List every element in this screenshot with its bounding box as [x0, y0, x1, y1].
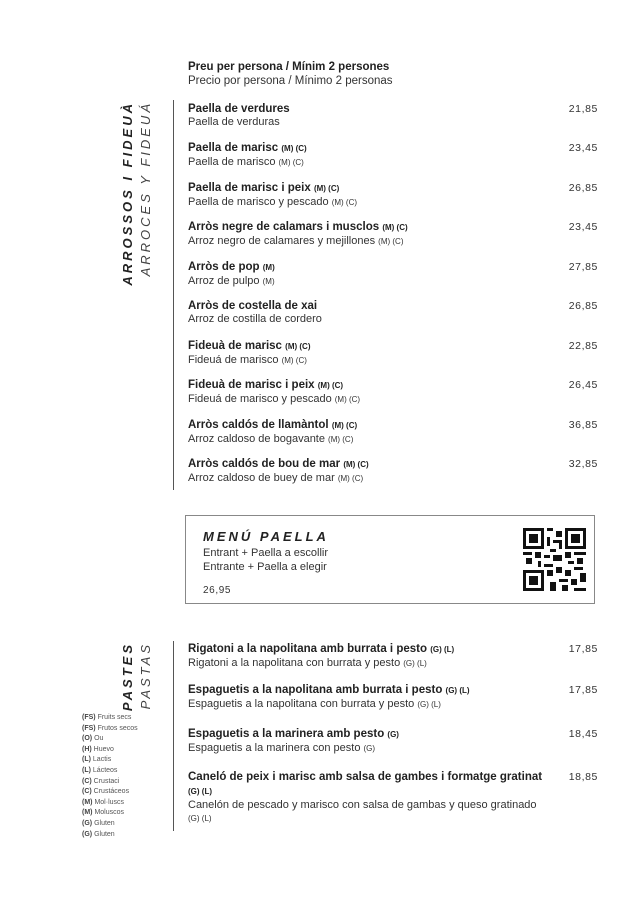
- allergen-codes: (M) (C): [328, 435, 354, 444]
- section-label-rices-es: ARROCES Y FIDEUÁ: [138, 101, 153, 277]
- menu-item-name-es: [188, 472, 598, 485]
- menu-item-name-ca: [188, 141, 598, 156]
- allergen-name: Mol·luscs: [94, 798, 125, 806]
- allergen-code: (C): [82, 788, 92, 796]
- allergen-legend-item: [82, 766, 138, 777]
- menu-item: [188, 299, 598, 326]
- menu-item-price: 17,85: [568, 684, 598, 696]
- dish-name-es: Arroz caldoso de buey de mar: [188, 472, 335, 484]
- allergen-codes: (M) (C): [331, 421, 358, 430]
- allergen-name: Fruits secs: [97, 714, 132, 721]
- allergen-code: (FS): [82, 714, 96, 721]
- allergen-codes: (M) (C): [343, 460, 369, 469]
- menu-item-price: 22,85: [568, 340, 598, 352]
- menu-item-name-ca: [188, 260, 598, 275]
- menu-item-price: 26,45: [568, 379, 598, 391]
- menu-item: [188, 418, 598, 446]
- dish-name-es: Espaguetis a la napolitana con burrata y pesto: [188, 698, 415, 710]
- menu-item: [188, 378, 598, 406]
- menu-item-price: 26,85: [568, 182, 598, 194]
- section-label-pastas: [119, 642, 137, 711]
- menu-item-name-es: [188, 698, 558, 711]
- allergen-code: (G): [82, 830, 93, 838]
- menu-item-name-es: [188, 313, 598, 326]
- menu-item-name-ca: [188, 457, 598, 472]
- dish-name-es: Fideuá de marisco: [188, 354, 279, 366]
- menu-item-price: 17,85: [568, 643, 598, 655]
- allergen-code: (L): [82, 766, 91, 774]
- dish-name-es: Paella de verduras: [188, 116, 280, 128]
- menu-item-name-ca: [188, 102, 598, 116]
- menu-item-name-es: [188, 433, 598, 446]
- dish-name-ca: Espaguetis a la marinera amb pesto: [188, 728, 385, 740]
- dish-name-ca: Paella de marisc: [188, 142, 279, 154]
- menu-item: [188, 683, 558, 711]
- dish-name-es: Arroz de costilla de cordero: [188, 313, 322, 325]
- dish-name-es: Paella de marisco y pescado: [188, 196, 329, 208]
- menu-item: [188, 220, 598, 248]
- allergen-codes: (G): [387, 730, 399, 739]
- price-note-ca: Preu per persona / Mínim 2 persones: [188, 61, 390, 73]
- allergen-codes: (M) (C): [382, 223, 408, 232]
- allergen-codes: (M) (C): [337, 474, 364, 483]
- dish-name-es: Arroz negro de calamares y mejillones: [188, 235, 376, 247]
- menu-item: [188, 770, 548, 825]
- price-note: [188, 60, 393, 88]
- menu-item-price: 36,85: [568, 419, 598, 431]
- section-divider-pastas: [173, 641, 174, 831]
- allergen-codes: (G) (L): [445, 686, 470, 695]
- dish-name-ca: Arròs negre de calamars i musclos: [188, 221, 380, 233]
- menu-item-name-es: [188, 354, 598, 367]
- allergen-legend-item: [82, 745, 138, 756]
- menu-item: [188, 727, 558, 755]
- menu-item-price: 27,85: [568, 261, 598, 273]
- allergen-codes: (G) (L): [188, 787, 212, 796]
- allergen-legend-item: [82, 787, 138, 798]
- menu-item-name-es: [188, 235, 598, 248]
- allergen-codes: (M) (C): [285, 342, 311, 351]
- menu-item-price: 21,85: [568, 103, 598, 115]
- allergen-codes: (M) (C): [281, 356, 307, 365]
- allergen-code: (C): [82, 777, 92, 785]
- menu-item: [188, 339, 598, 367]
- allergen-codes: (G) (L): [403, 659, 427, 668]
- allergen-legend-item: [82, 713, 138, 724]
- menu-item: [188, 260, 598, 288]
- menu-item-name-es: [188, 657, 558, 670]
- menu-item-name-ca: [188, 220, 598, 235]
- dish-name-ca: Caneló de peix i marisc amb salsa de gambes i formatge gratinat: [188, 771, 543, 783]
- menu-item-price: 23,45: [568, 142, 598, 154]
- dish-name-ca: Rigatoni a la napolitana amb burrata i pesto: [188, 643, 427, 655]
- allergen-codes: (M) (C): [313, 184, 340, 193]
- allergen-name: Ou: [94, 735, 104, 743]
- menu-item: [188, 642, 558, 670]
- dish-name-es: Fideuá de marisco y pescado: [188, 393, 332, 405]
- menu-item-name-ca: [188, 418, 598, 433]
- price-note-es: Precio por persona / Mínimo 2 personas: [188, 75, 393, 87]
- dish-name-ca: Arròs caldós de llamàntol: [188, 419, 329, 431]
- allergen-codes: (M): [262, 277, 275, 286]
- allergen-codes: (G) (L): [430, 645, 455, 654]
- menu-item-name-ca: [188, 770, 548, 799]
- dish-name-ca: Arròs caldós de bou de mar: [188, 458, 341, 470]
- section-label-pastas-alt: [137, 642, 155, 709]
- dish-name-es: Rigatoni a la napolitana con burrata y pesto: [188, 657, 401, 669]
- allergen-code: (L): [82, 756, 91, 764]
- menu-item-name-es: [188, 116, 598, 129]
- menu-item-price: 32,85: [568, 458, 598, 470]
- allergen-code: (O): [82, 735, 93, 743]
- menu-item-name-es: [188, 196, 598, 209]
- dish-name-ca: Arròs de costella de xai: [188, 300, 318, 312]
- menu-item-name-es: [188, 156, 598, 169]
- allergen-name: Lácteos: [92, 766, 118, 774]
- menu-item: [188, 457, 598, 485]
- section-label-pastas-es: PASTAS: [138, 642, 153, 710]
- menu-item-name-es: [188, 275, 598, 288]
- allergen-codes: (M) (C): [317, 381, 344, 390]
- dish-name-es: Espaguetis a la marinera con pesto: [188, 742, 361, 754]
- allergen-codes: (M) (C): [281, 144, 307, 153]
- menu-item-name-ca: [188, 642, 558, 657]
- dish-name-ca: Fideuà de marisc: [188, 340, 282, 352]
- allergen-code: (M): [82, 809, 93, 817]
- menu-paella-ca: Entrant + Paella a escollir: [203, 547, 329, 559]
- menu-item-name-ca: [188, 378, 598, 393]
- allergen-name: Crustáceos: [93, 788, 130, 796]
- allergen-legend-item: [82, 777, 138, 788]
- allergen-legend-item: [82, 819, 138, 830]
- menu-item-price: 18,45: [568, 728, 598, 740]
- dish-name-ca: Fideuà de marisc i peix: [188, 379, 315, 391]
- menu-item: [188, 181, 598, 209]
- dish-name-es: Canelón de pescado y marisco con salsa de gambas y queso gratinado: [188, 799, 537, 811]
- menu-item-name-ca: [188, 339, 598, 354]
- allergen-legend-item: [82, 724, 138, 735]
- section-label-rices-alt: [137, 101, 155, 276]
- allergen-code: (G): [82, 819, 93, 827]
- menu-item-name-ca: [188, 181, 598, 196]
- menu-item-name-es: [188, 742, 558, 755]
- allergen-name: Crustaci: [93, 777, 120, 785]
- menu-item-name-es: [188, 393, 598, 406]
- allergen-codes: (M) (C): [331, 198, 358, 207]
- menu-paella-price: 26,95: [203, 585, 232, 596]
- allergen-legend-item: [82, 808, 138, 819]
- menu-item-name-es: [188, 799, 548, 825]
- dish-name-es: Arroz de pulpo: [188, 275, 260, 287]
- section-label-rices: [119, 101, 137, 286]
- menu-item-price: 18,85: [568, 771, 598, 783]
- menu-item: [188, 141, 598, 169]
- menu-paella-es: Entrante + Paella a elegir: [203, 561, 327, 573]
- dish-name-es: Paella de marisco: [188, 156, 276, 168]
- allergen-code: (FS): [82, 724, 96, 732]
- menu-paella-title: MENÚ PAELLA: [203, 529, 329, 544]
- allergen-legend-item: [82, 830, 138, 841]
- allergen-legend-item: [82, 755, 138, 766]
- allergen-codes: (G) (L): [188, 814, 212, 823]
- allergen-name: Frutos secos: [97, 724, 138, 732]
- allergen-code: (H): [82, 745, 92, 753]
- menu-item-name-ca: [188, 299, 598, 313]
- allergen-codes: (M) (C): [378, 237, 404, 246]
- allergen-legend-item: [82, 798, 138, 809]
- allergen-code: (M): [82, 798, 93, 806]
- dish-name-ca: Espaguetis a la napolitana amb burrata i pesto: [188, 684, 443, 696]
- menu-item-price: 26,85: [568, 300, 598, 312]
- dish-name-ca: Paella de marisc i peix: [188, 182, 311, 194]
- allergen-codes: (G): [363, 744, 376, 753]
- qr-code-icon[interactable]: [523, 528, 586, 591]
- allergen-name: Huevo: [93, 745, 114, 753]
- menu-item-name-ca: [188, 727, 558, 742]
- allergen-name: Moluscos: [94, 809, 125, 817]
- dish-name-ca: Paella de verdures: [188, 103, 290, 115]
- allergen-name: Gluten: [94, 830, 115, 838]
- allergen-codes: (G) (L): [417, 700, 441, 709]
- allergen-legend: [82, 713, 138, 840]
- allergen-codes: (M) (C): [334, 395, 361, 404]
- allergen-name: Lactis: [92, 756, 112, 764]
- section-label-rices-ca: ARROSSOS I FIDEUÀ: [120, 101, 135, 286]
- dish-name-es: Arroz caldoso de bogavante: [188, 433, 325, 445]
- section-divider-rices: [173, 100, 174, 490]
- menu-item: [188, 102, 598, 129]
- allergen-name: Gluten: [94, 819, 115, 827]
- dish-name-ca: Arròs de pop: [188, 261, 260, 273]
- menu-item-name-ca: [188, 683, 558, 698]
- allergen-legend-item: [82, 734, 138, 745]
- allergen-codes: (M): [262, 263, 275, 272]
- menu-item-price: 23,45: [568, 221, 598, 233]
- section-label-pastas-ca: PASTES: [120, 642, 135, 712]
- menu-paella-box: [185, 515, 595, 604]
- allergen-codes: (M) (C): [278, 158, 304, 167]
